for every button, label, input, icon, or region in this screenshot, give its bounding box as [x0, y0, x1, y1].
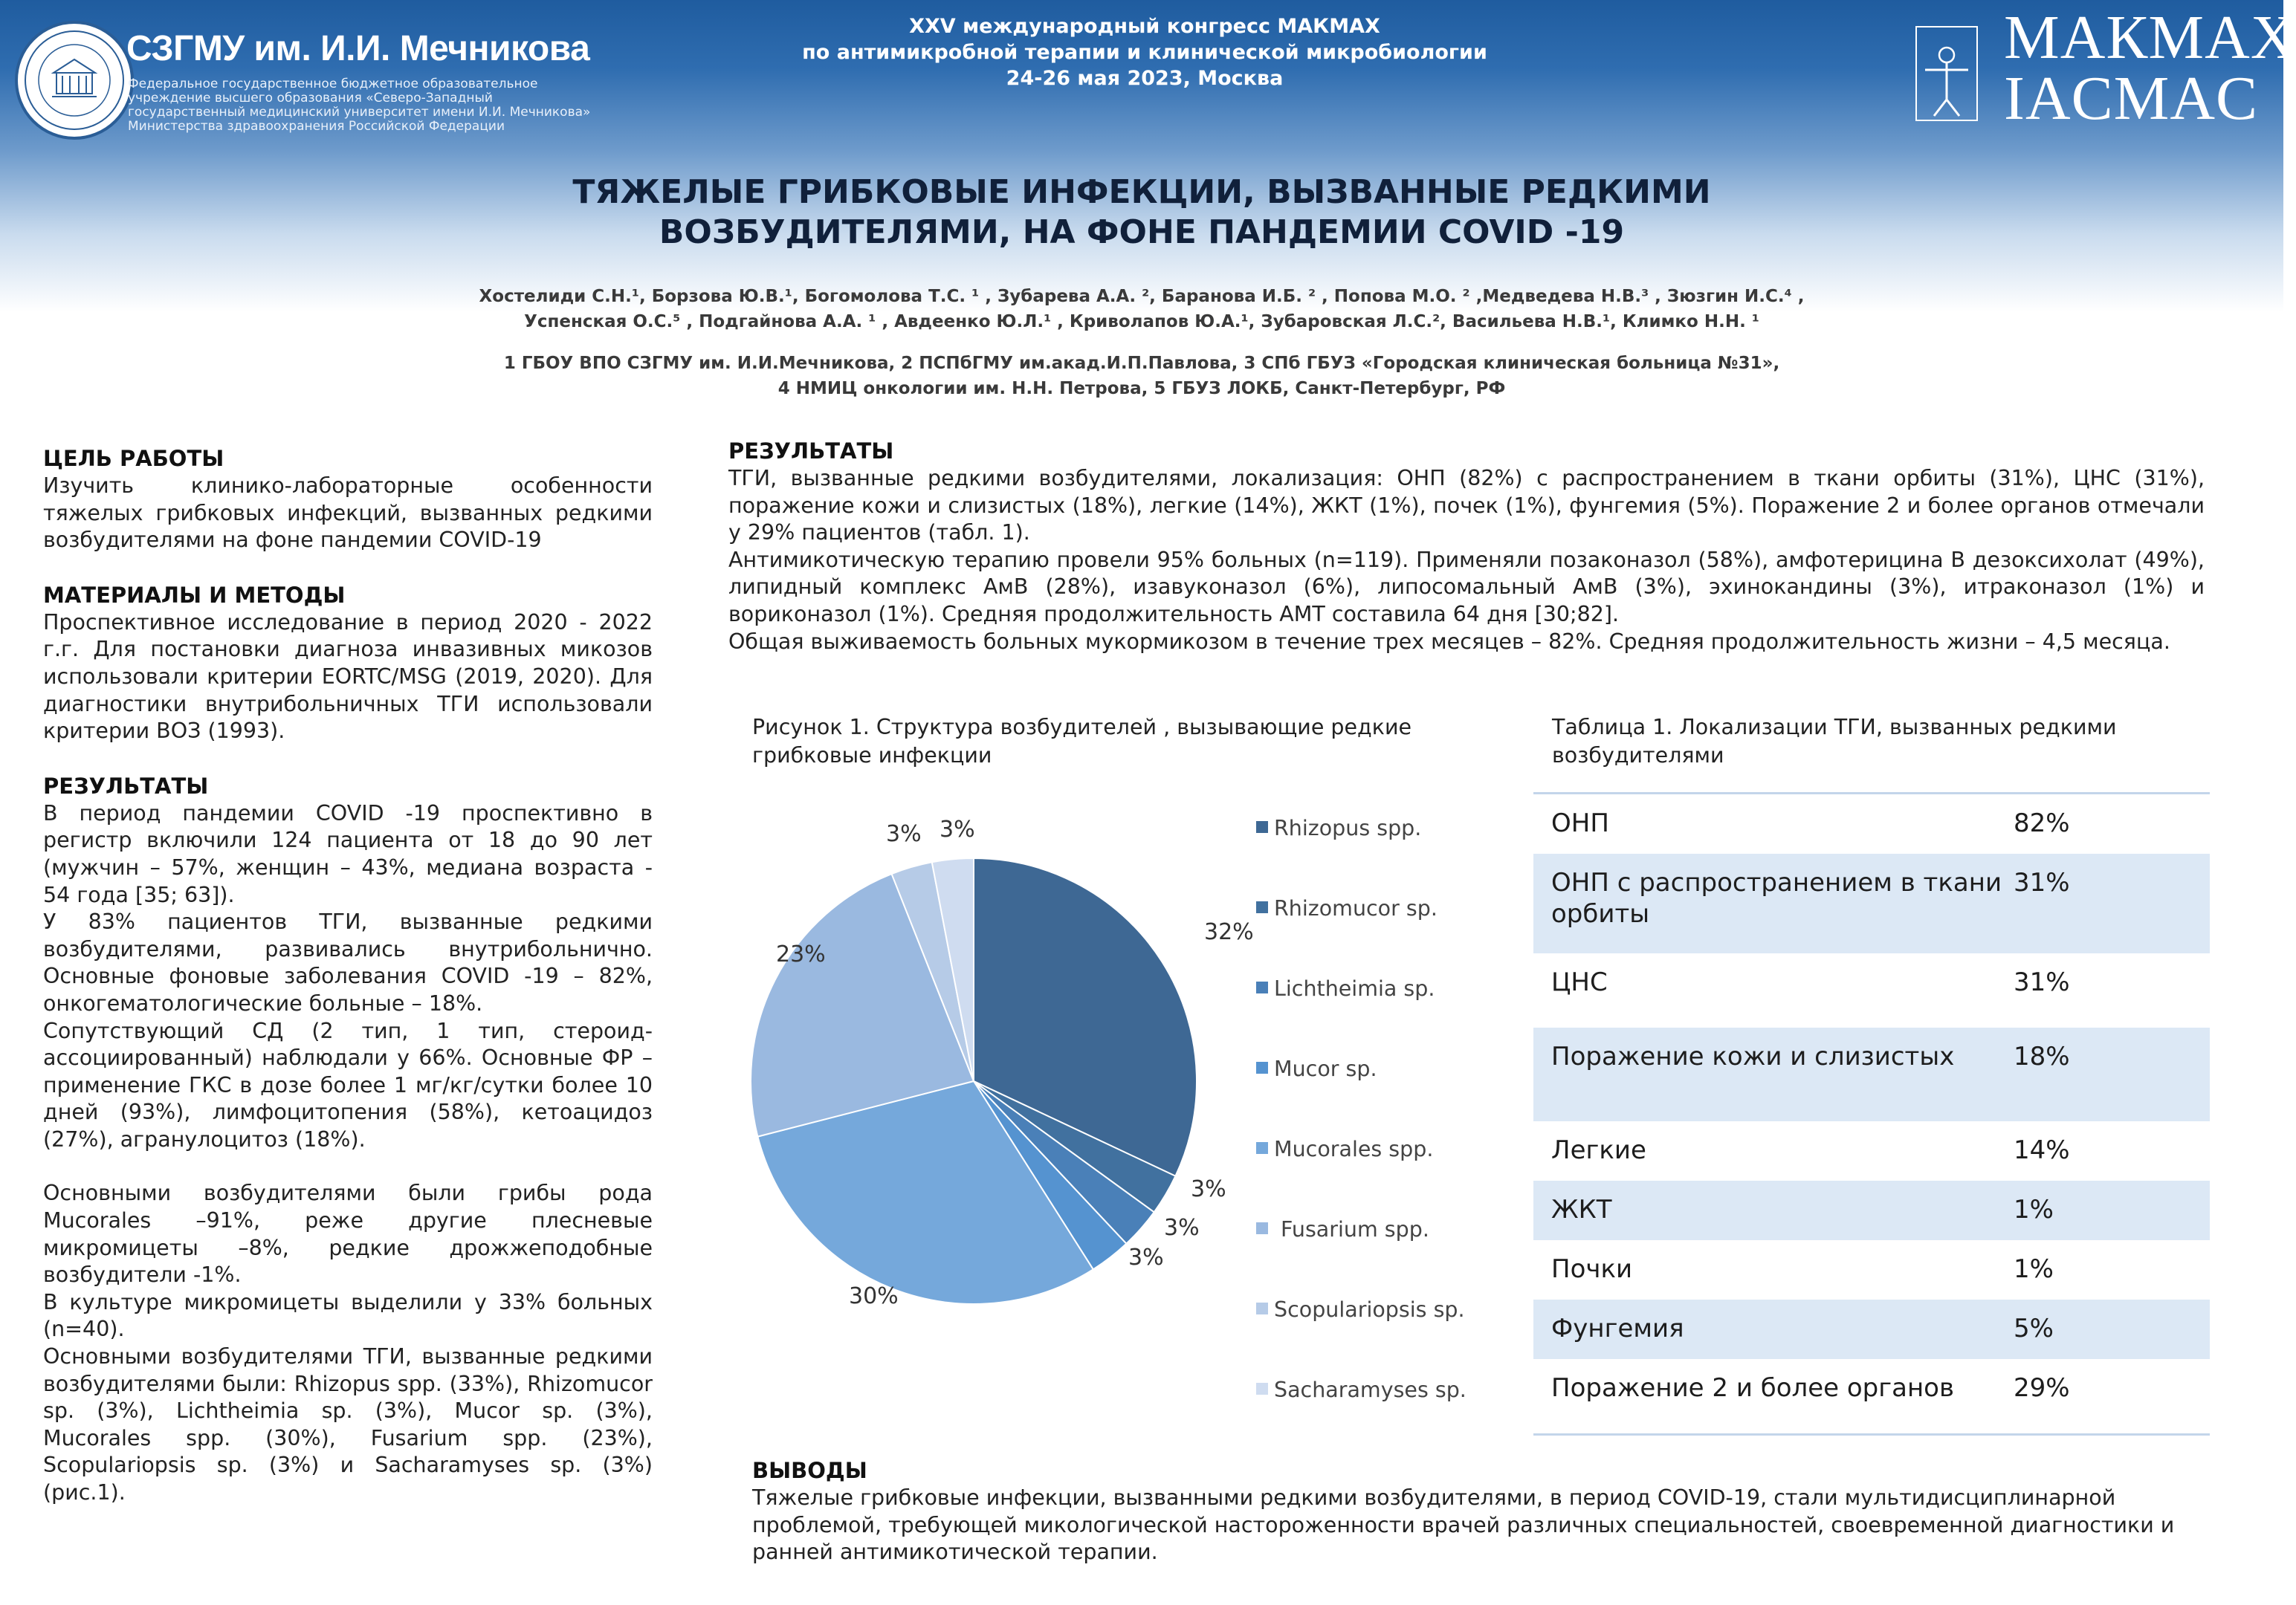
affiliations-line-2: 4 НМИЦ онкологии им. Н.Н. Петрова, 5 ГБУЗ ЛОКБ, Санкт-Петербург, РФ — [777, 379, 1506, 398]
table-row — [1533, 1181, 2210, 1240]
right-results-paragraph-1: ТГИ, вызванные редкими возбудителями, локализация: ОНП (82%) с распространением в ткани орбиты (31%), ЦНС (31%), поражение кожи и слизистых (18%), легкие (14%), ЖКТ (1%), почек (1%), фунгемия (5%). Поражение 2 и более органов отмечали у 29% пациентов (табл. 1). — [728, 466, 2205, 545]
legend-item — [1256, 1295, 1465, 1325]
pie-data-label: 32% — [1204, 919, 1254, 945]
affiliations-line-1: 1 ГБОУ ВПО СЗГМУ им. И.И.Мечникова, 2 ПСПбГМУ им.акад.И.П.Павлова, 3 СПб ГБУЗ «Городская клиническая больница №31», — [503, 354, 1780, 373]
table-cell-value: 14% — [2014, 1135, 2070, 1165]
pie-data-label: 3% — [1128, 1245, 1164, 1271]
legend-swatch — [1256, 901, 1268, 913]
conclusions — [752, 1456, 2209, 1566]
table-cell-name: Легкие — [1551, 1135, 1646, 1165]
methods-text: Проспективное исследование в период 2020 - 2022 г.г. Для постановки диагноза инвазивных микозов использовали критерии EORTC/MSG (2019, 2020). Для диагностики внутрибольничных ТГИ использовали критерии ВОЗ (1993). — [43, 609, 653, 744]
right-results-paragraph-2: Антимикотическую терапию провели 95% больных (n=119). Применяли позаконазол (58%), амфотерицина В дезоксихолат (49%), липидный комплекс АмВ (28%), изавуконазол (6%), липосомальный АмВ (3%), эхинокандины (3%), итраконазол (1%) и вориконазол (1%). Средняя продолжительность АМТ составила 64 дня [30;82]. — [728, 547, 2205, 626]
pie-chart — [743, 795, 1254, 1330]
pie-data-label: 30% — [849, 1283, 899, 1309]
methods-heading: МАТЕРИАЛЫ И МЕТОДЫ — [43, 582, 346, 608]
authors-line-2: Успенская О.С.⁵ , Подгайнова А.А. ¹ , Авдеенко Ю.Л.¹ , Криволапов Ю.А.¹, Зубаровская Л.С.², Васильева Н.В.¹, Климко Н.Н. ¹ — [524, 312, 1759, 331]
table-cell-value: 82% — [2014, 808, 2070, 838]
title-line-1: ТЯЖЕЛЫЕ ГРИБКОВЫЕ ИНФЕКЦИИ, ВЫЗВАННЫЕ РЕДКИМИ — [572, 173, 1711, 211]
congress-line-2: по антимикробной терапии и клинической микробиологии — [802, 41, 1487, 64]
legend-label: Lichtheimia sp. — [1274, 976, 1435, 1001]
table-cell-name: ОНП — [1551, 808, 1609, 838]
table-cell-value: 29% — [2014, 1373, 2070, 1403]
pie-data-label: 3% — [1191, 1176, 1226, 1202]
pie-data-label: 3% — [1164, 1215, 1200, 1241]
legend-item — [1256, 814, 1421, 843]
legend-swatch — [1256, 1142, 1268, 1154]
table-row — [1533, 1359, 2210, 1433]
table-cell-name: ЖКТ — [1551, 1195, 1612, 1225]
legend-label: Scopulariopsis sp. — [1274, 1297, 1465, 1322]
table-cell-name: Фунгемия — [1551, 1314, 1684, 1343]
legend-swatch — [1256, 1062, 1268, 1074]
table-cell-value: 18% — [2014, 1042, 2070, 1071]
congress-info — [714, 13, 1576, 91]
legend-label: Sacharamyses sp. — [1274, 1378, 1466, 1402]
legend-item — [1256, 1135, 1433, 1164]
localization-table — [1533, 792, 2210, 1436]
legend-label: Fusarium spp. — [1274, 1217, 1429, 1242]
table-cell-name: Поражение кожи и слизистых — [1551, 1042, 1955, 1071]
pie-data-label: 23% — [776, 941, 826, 967]
aim-text: Изучить клинико-лабораторные особенности тяжелых грибковых инфекций, вызванных редкими возбудителями на фоне пандемии COVID-19 — [43, 473, 653, 553]
legend-swatch — [1256, 1222, 1268, 1234]
conclusions-text: Тяжелые грибковые инфекции, вызванными редкими возбудителями, в период COVID-19, стали мультидисциплинарной проблемой, требующей микологической настороженности врачей различных специальностей, своевременной диагностики и ранней антимикотической терапии. — [752, 1485, 2175, 1565]
university-name: СЗГМУ им. И.И. Мечникова — [126, 29, 590, 68]
iacmac-logo-text — [2004, 3, 2296, 133]
right-results — [728, 437, 2205, 655]
table-row — [1533, 1240, 2210, 1300]
table-caption: Таблица 1. Локализации ТГИ, вызванных редкими возбудителями — [1552, 715, 2117, 768]
results-heading-left: РЕЗУЛЬТАТЫ — [43, 773, 209, 799]
results-paragraph-2: У 83% пациентов ТГИ, вызванные редкими возбудителями, развивались внутрибольнично. Основные фоновые заболевания COVID -19 – 82%, онкогематологические больные – 18%. — [43, 910, 653, 1016]
legend-label: Mucor sp. — [1274, 1057, 1377, 1081]
table-cell-value: 1% — [2014, 1254, 2054, 1284]
table-cell-name: ЦНС — [1551, 967, 1608, 997]
results-paragraph-4: Основными возбудителями были грибы рода Mucorales –91%, реже другие плесневые микромицеты –8%, редкие дрожжеподобные возбудители -1%. — [43, 1181, 653, 1288]
legend-item — [1256, 1054, 1377, 1084]
results-heading-right: РЕЗУЛЬТАТЫ — [728, 438, 894, 464]
right-results-paragraph-3: Общая выживаемость больных мукормикозом в течение трех месяцев – 82%. Средняя продолжительность жизни – 4,5 месяца. — [728, 629, 2170, 654]
results-paragraph-1: В период пандемии COVID -19 проспективно в регистр включили 124 пациента от 18 до 90 лет (мужчин – 57%, женщин – 43%, медиана возраста - 54 года [35; 63]). — [43, 800, 653, 907]
iacmac-emblem-icon — [1913, 13, 1980, 132]
logo-line-1: МАКМАХ — [2004, 3, 2296, 72]
conclusions-heading: ВЫВОДЫ — [752, 1458, 867, 1483]
table-cell-name: Поражение 2 и более органов — [1551, 1373, 1955, 1403]
table-row — [1533, 1300, 2210, 1359]
legend-item — [1256, 1215, 1429, 1245]
legend-item — [1256, 974, 1435, 1004]
legend-swatch — [1256, 982, 1268, 993]
aim-heading: ЦЕЛЬ РАБОТЫ — [43, 446, 224, 471]
figure-caption: Рисунок 1. Структура возбудителей , вызывающие редкие грибковые инфекции — [752, 715, 1412, 768]
table-row — [1533, 854, 2210, 953]
legend-label: Mucorales spp. — [1274, 1137, 1434, 1161]
congress-line-1: XXV международный конгресс МАКМАХ — [909, 15, 1380, 38]
authors-line-1: Хостелиди С.Н.¹, Борзова Ю.В.¹, Богомолова Т.С. ¹ , Зубарева А.А. ², Баранова И.Б. ² , Попова М.О. ² ,Медведева Н.В.³ , Зюзгин И.С.⁴ , — [479, 287, 1805, 306]
legend-label: Rhizopus spp. — [1274, 816, 1422, 840]
table-cell-value: 31% — [2014, 967, 2070, 997]
legend-swatch — [1256, 1303, 1268, 1314]
results-paragraph-3: Сопутствующий СД (2 тип, 1 тип, стероид-ассоциированный) наблюдали у 66%. Основные ФР – применение ГКС в дозе более 1 мг/кг/сутки более 10 дней (93%), лимфоцитопения (58%), кетоацидоз (27%), агранулоцитоз (18%). — [43, 1018, 653, 1152]
title-line-2: ВОЗБУДИТЕЛЯМИ, НА ФОНЕ ПАНДЕМИИ COVID -19 — [659, 213, 1625, 251]
results-paragraph-5: В культуре микромицеты выделили у 33% больных (n=40). — [43, 1289, 653, 1342]
congress-line-3: 24-26 мая 2023, Москва — [1006, 67, 1284, 90]
table-row — [1533, 1028, 2210, 1121]
legend-item — [1256, 894, 1438, 924]
table-row — [1533, 1121, 2210, 1181]
legend-item — [1256, 1375, 1466, 1405]
university-seal-logo — [15, 21, 134, 140]
poster-title — [297, 172, 1986, 253]
table-cell-name: ОНП с распространением в ткани орбиты — [1551, 868, 2002, 929]
table-cell-name: Почки — [1551, 1254, 1633, 1284]
pie-data-label: 3% — [886, 821, 922, 847]
table-cell-value: 5% — [2014, 1314, 2054, 1343]
legend-swatch — [1256, 821, 1268, 833]
table-cell-value: 31% — [2014, 868, 2070, 898]
university-full-name: Федеральное государственное бюджетное образовательное учреждение высшего образования «Северо-Западный государственный медицинский университет имени И.И. Мечникова» Министерства здравоохранения Российской Федерации — [128, 77, 591, 134]
left-column — [43, 444, 653, 1507]
affiliations — [149, 351, 2135, 401]
table-row — [1533, 794, 2210, 854]
table-cell-value: 1% — [2014, 1195, 2054, 1225]
results-paragraph-6: Основными возбудителями ТГИ, вызванные редкими возбудителями были: Rhizopus spp. (33%), Rhizomucor sp. (3%), Lichtheimia sp. (3%), Mucor sp. (3%), Mucorales spp. (30%), Fusarium spp. (23%), Scopulariopsis sp. (3%) и Sacharamyses sp. (3%) (рис.1). — [43, 1344, 653, 1505]
legend-swatch — [1256, 1383, 1268, 1395]
authors — [149, 284, 2135, 334]
legend-label: Rhizomucor sp. — [1274, 896, 1438, 921]
logo-line-2: IACMAC — [2004, 64, 2259, 133]
pie-data-label: 3% — [940, 817, 975, 843]
table-row — [1533, 953, 2210, 1028]
